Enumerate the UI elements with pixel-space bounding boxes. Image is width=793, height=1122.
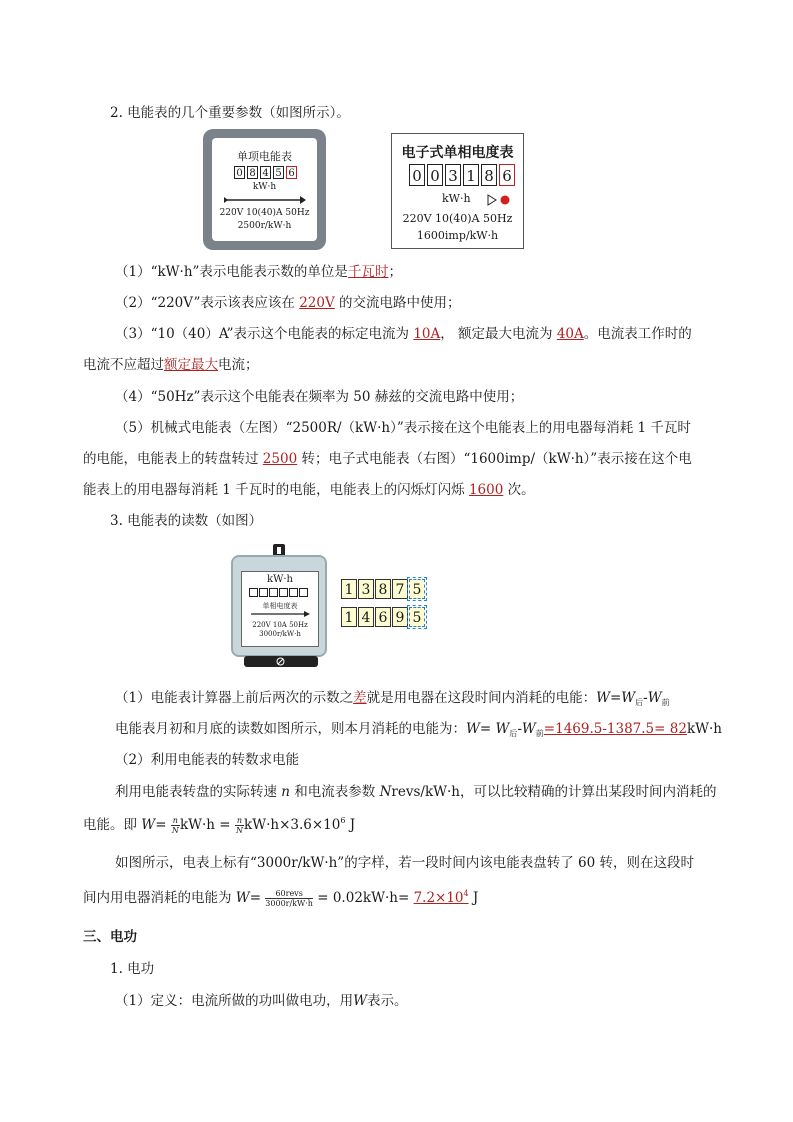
answer: 差 xyxy=(353,690,367,706)
digit xyxy=(299,588,308,597)
text: 转；电子式电能表（右图）“1600imp/（kW·h）”表示接在这个电 xyxy=(297,451,692,467)
section-2-title: 2. 电能表的几个重要参数（如图所示）。 xyxy=(110,105,350,121)
param-5: （5）机械式电能表（左图）“2500R/（kW·h）”表示接在这个电能表上的用电器每消耗 1 千瓦时 xyxy=(115,420,691,436)
answer: 千瓦时 xyxy=(347,264,389,280)
text: （1）“kW·h”表示电能表示数的单位是 xyxy=(115,264,348,280)
meter2-unit: kW·h xyxy=(442,192,471,205)
digit: 8 xyxy=(375,579,391,599)
text: 电能。即 xyxy=(83,817,142,833)
reading-method-2: （2）利用电能表的转数求电能 xyxy=(115,752,300,768)
text: 次。 xyxy=(503,482,535,498)
text: kW·h xyxy=(686,721,722,737)
text: （1）定义：电流所做的功叫做电功，用 xyxy=(115,993,354,1009)
text: 能表上的用电器每消耗 1 千瓦时的电能，电能表上的闪烁灯闪烁 xyxy=(83,482,469,498)
subsection-title: 1. 电功 xyxy=(110,961,155,977)
text: 表示。 xyxy=(366,993,408,1009)
fraction: $\frac{n}{N}$ xyxy=(235,816,243,835)
mechanical-meter-figure xyxy=(203,129,326,250)
definition xyxy=(115,989,407,1009)
meter3-rate: 3000r/kW·h xyxy=(259,630,301,638)
answer: 额定最大 xyxy=(164,357,218,373)
text: kW·h×3.6×10 xyxy=(244,817,341,833)
text: 的交流电路中使用； xyxy=(334,295,461,311)
param-5-cont xyxy=(83,447,692,467)
param-4: （4）“50Hz”表示这个电能表在频率为 50 赫兹的交流电路中使用； xyxy=(115,389,524,405)
digit: 0 xyxy=(427,164,443,186)
meter3-spec: 220V 10A 50Hz xyxy=(252,621,308,629)
digit: 6 xyxy=(499,164,515,186)
decimal-digit: 5 xyxy=(409,579,425,599)
meter1-unit: kW·h xyxy=(252,182,277,192)
digit: 1 xyxy=(341,607,357,627)
text: （3）“10（40）A”表示这个电能表的标定电流为 xyxy=(115,326,414,342)
meter3-digits xyxy=(249,588,309,597)
var: n xyxy=(281,784,290,800)
digit: 3 xyxy=(358,579,374,599)
reading-end xyxy=(341,607,426,627)
answer: =1469.5-1387.5= 82 xyxy=(543,721,687,737)
text: J xyxy=(345,817,356,833)
example-answer xyxy=(83,886,478,908)
fraction: $\frac{\text{60revs}}{3000r/kW\cdot h}$ xyxy=(265,889,313,908)
text: 电流； xyxy=(218,357,259,373)
digit: 4 xyxy=(260,166,271,179)
electronic-meter-figure xyxy=(391,133,524,249)
meter2-digits xyxy=(409,164,517,186)
meter2-rate: 1600imp/kW·h xyxy=(416,229,499,242)
formula: -W xyxy=(517,721,536,737)
text: （2）“220V”表示该表应该在 xyxy=(115,295,300,311)
text: （1）电能表计算器上前后两次的示数之 xyxy=(115,690,354,706)
var: W xyxy=(235,890,250,906)
section-3-title: 3. 电能表的读数（如图） xyxy=(110,513,263,529)
var: W xyxy=(141,817,156,833)
text: J xyxy=(468,890,479,906)
meter1-rate: 2500r/kW·h xyxy=(237,221,292,231)
answer: 40A xyxy=(556,326,584,342)
text: 间内用电器消耗的电能为 xyxy=(83,890,236,906)
answer: 1600 xyxy=(468,482,504,498)
digit: 6 xyxy=(375,607,391,627)
digit xyxy=(269,588,278,597)
digit: 3 xyxy=(445,164,461,186)
text: = xyxy=(155,817,171,833)
meter2-title: 电子式单相电度表 xyxy=(401,145,514,161)
formula: W=W xyxy=(596,690,636,706)
param-3-cont xyxy=(83,353,259,373)
formula: -W xyxy=(643,690,662,706)
digit xyxy=(289,588,298,597)
screw-icon xyxy=(276,657,285,666)
digit: 0 xyxy=(409,164,425,186)
param-5-cont2 xyxy=(83,478,535,498)
answer: 2500 xyxy=(262,451,298,467)
text: 利用电能表转盘的实际转速 xyxy=(115,784,282,800)
answer: 220V xyxy=(299,295,335,311)
exponent: 6 xyxy=(340,816,346,825)
indicator-light-icon xyxy=(487,194,513,206)
text: 电能表月初和月底的读数如图所示，则本月消耗的电能为： xyxy=(115,721,466,737)
param-2 xyxy=(115,291,461,311)
var: W xyxy=(353,993,367,1009)
meter1-digits xyxy=(234,166,299,179)
fraction: $\frac{n}{N}$ xyxy=(171,816,179,835)
digit xyxy=(259,588,268,597)
text: 电流不应超过 xyxy=(83,357,164,373)
reading-start xyxy=(341,579,426,599)
reading-rule: （1）电能表计算器上前后两次的示数之差就是用电器在这段时间内消耗的电能：$W=W_后-W_前$ xyxy=(115,690,670,707)
rev-formula xyxy=(83,813,355,835)
digit: 5 xyxy=(273,166,284,179)
answer: $7.2\times 10^4$ xyxy=(413,889,469,906)
text: = 0.02kW·h= xyxy=(312,890,414,906)
decimal-digit: 5 xyxy=(409,607,425,627)
meter2-spec: 220V 10(40)A 50Hz xyxy=(402,212,513,225)
section-heading: 三、电功 xyxy=(83,929,137,945)
text: 。电流表工作时的 xyxy=(583,326,692,342)
meter1-arrow-icon xyxy=(224,196,306,204)
text: 的电能，电能表上的转盘转过 xyxy=(83,451,263,467)
text: 和电流表参数 xyxy=(290,784,380,800)
var: N xyxy=(379,784,392,800)
formula: W= W xyxy=(466,721,510,737)
meter3-name: 单相电度表 xyxy=(262,602,298,610)
digit: 8 xyxy=(247,166,258,179)
digit: 1 xyxy=(341,579,357,599)
text: revs/kW·h，可以比较精确的计算出某段时间内消耗的 xyxy=(391,784,717,800)
reading-example: 电能表月初和月底的读数如图所示，则本月消耗的电能为：$W= W_后-W_前=1469.5-1387.5= 82kW\cdot h$ xyxy=(115,721,722,738)
digit: 8 xyxy=(481,164,497,186)
param-1 xyxy=(115,260,402,280)
param-3 xyxy=(115,322,692,342)
digit: 7 xyxy=(392,579,408,599)
digit: 9 xyxy=(392,607,408,627)
text: ； xyxy=(388,264,402,280)
example-question: 如图所示，电表上标有“3000r/kW·h”的字样，若一段时间内该电能表盘转了 60 转，则在这段时 xyxy=(115,855,694,871)
digit: 1 xyxy=(463,164,479,186)
meter3-base xyxy=(244,656,318,667)
text: ， 额定最大电流为 xyxy=(440,326,557,342)
text: = xyxy=(249,890,266,906)
answer: 10A xyxy=(413,326,441,342)
text: kW·h = xyxy=(179,817,235,833)
digit: 0 xyxy=(234,166,245,179)
meter3-unit: kW·h xyxy=(267,574,293,585)
meter1-spec: 220V 10(40)A 50Hz xyxy=(219,208,310,218)
rev-method xyxy=(115,780,717,800)
meter1-title: 单项电能表 xyxy=(237,150,292,163)
digit: 6 xyxy=(286,166,297,179)
text: 就是用电器在这段时间内消耗的电能： xyxy=(366,690,597,706)
household-meter-figure xyxy=(231,555,327,657)
digit xyxy=(279,588,288,597)
digit: 4 xyxy=(358,607,374,627)
meter3-arrow-icon xyxy=(250,611,310,617)
digit xyxy=(249,588,258,597)
